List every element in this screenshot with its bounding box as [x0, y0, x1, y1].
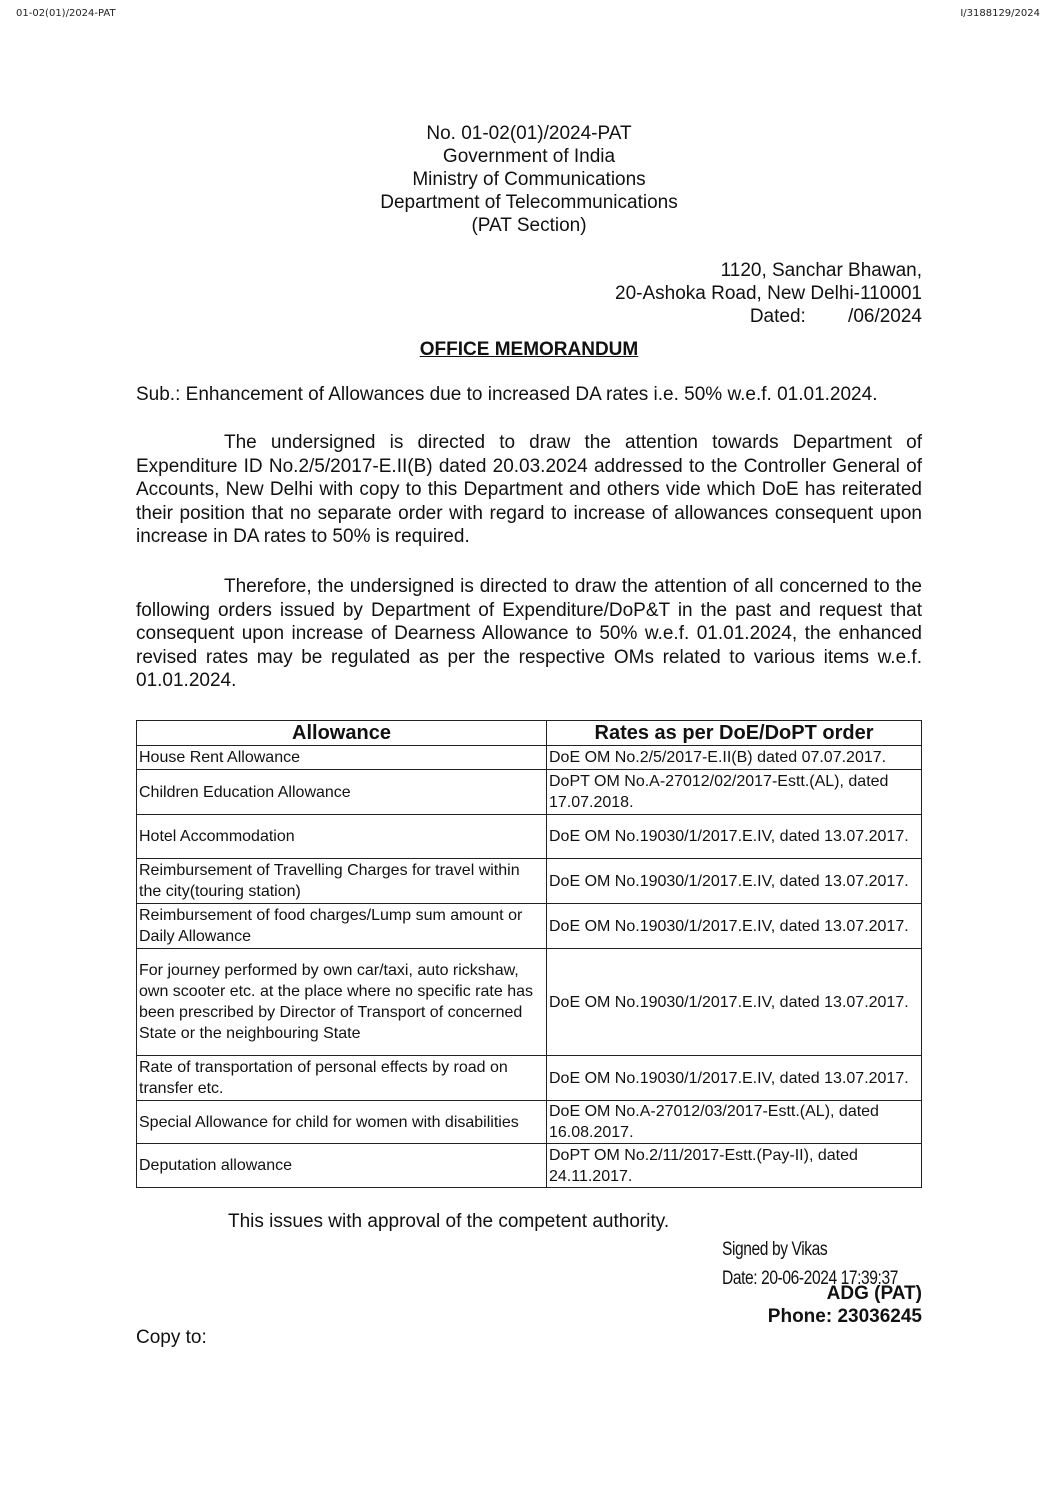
allowance-cell: House Rent Allowance — [137, 746, 547, 770]
department: Department of Telecommunications — [380, 192, 678, 213]
signed-by: Signed by Vikas — [722, 1239, 828, 1260]
dated-line: Dated: /06/2024 — [749, 306, 922, 327]
order-cell: DoPT OM No.A-27012/02/2017-Estt.(AL), dated 17.07.2018. — [547, 770, 922, 815]
order-cell: DoE OM No.2/5/2017-E.II(B) dated 07.07.2017. — [547, 746, 922, 770]
table-row — [137, 1056, 922, 1101]
allowance-cell: Special Allowance for child for women with disabilities — [137, 1101, 547, 1144]
allowance-cell: For journey performed by own car/taxi, auto rickshaw, own scooter etc. at the place where no specific rate has been prescribed by Director of Transport of concerned State or the neighbouring State — [137, 949, 547, 1056]
table-row — [137, 1101, 922, 1144]
column-header: Rates as per DoE/DoPT order — [547, 721, 922, 746]
page-title: OFFICE MEMORANDUM — [419, 339, 639, 360]
allowance-cell: Rate of transportation of personal effects by road on transfer etc. — [137, 1056, 547, 1101]
file-number-header: 01-02(01)/2024-PAT — [16, 8, 116, 19]
address-line: 1120, Sanchar Bhawan, — [720, 260, 922, 281]
table-row — [137, 746, 922, 770]
letterhead — [0, 122, 1058, 237]
allowance-cell: Reimbursement of food charges/Lump sum amount or Daily Allowance — [137, 904, 547, 949]
allowance-cell: Children Education Allowance — [137, 770, 547, 815]
order-cell: DoE OM No.19030/1/2017.E.IV, dated 13.07.2017. — [547, 904, 922, 949]
order-cell: DoE OM No.19030/1/2017.E.IV, dated 13.07.2017. — [547, 859, 922, 904]
om-number: No. 01-02(01)/2024-PAT — [426, 123, 632, 144]
section: (PAT Section) — [471, 215, 587, 236]
address-line: 20-Ashoka Road, New Delhi-110001 — [615, 283, 922, 304]
order-cell: DoPT OM No.2/11/2017-Estt.(Pay-II), dated 24.11.2017. — [547, 1144, 922, 1188]
table-row — [137, 904, 922, 949]
allowance-cell: Reimbursement of Travelling Charges for travel within the city(touring station) — [137, 859, 547, 904]
government: Government of India — [442, 146, 616, 167]
table-row — [137, 859, 922, 904]
order-cell: DoE OM No.19030/1/2017.E.IV, dated 13.07.2017. — [547, 949, 922, 1056]
column-header: Allowance — [137, 721, 547, 746]
approval-note: This issues with approval of the competent authority. — [228, 1211, 670, 1232]
paragraph-1: The undersigned is directed to draw the attention towards Department of Expenditure ID No.2/5/2017-E.II(B) dated 20.03.2024 addressed to the Controller General of Accounts, New Delhi with copy to this Department and others vide which DoE has reiterated their position that no separate order with regard to increase of allowances consequent upon increase in DA rates to 50% is required. — [136, 432, 922, 547]
allowance-cell: Deputation allowance — [137, 1144, 547, 1188]
table-header-row — [137, 721, 922, 746]
table-row — [137, 949, 922, 1056]
address-block — [615, 259, 922, 328]
ministry: Ministry of Communications — [412, 169, 646, 190]
allowance-table — [136, 720, 922, 1188]
order-cell: DoE OM No.19030/1/2017.E.IV, dated 13.07.2017. — [547, 1056, 922, 1101]
signature-date: Date: 20-06-2024 17:39:37 — [722, 1268, 898, 1289]
subject: Sub.: Enhancement of Allowances due to increased DA rates i.e. 50% w.e.f. 01.01.2024. — [136, 384, 878, 405]
receipt-number-header: I/3188129/2024 — [960, 8, 1040, 19]
copy-to: Copy to: — [136, 1327, 207, 1348]
order-cell: DoE OM No.A-27012/03/2017-Estt.(AL), dated 16.08.2017. — [547, 1101, 922, 1144]
table-row — [137, 1144, 922, 1188]
allowance-cell: Hotel Accommodation — [137, 815, 547, 859]
designation: ADG (PAT) — [826, 1283, 922, 1304]
paragraph-2: Therefore, the undersigned is directed to draw the attention of all concerned to the following orders issued by Department of Expenditure/DoP&T in the past and request that consequent upon increase of Dearness Allowance to 50% w.e.f. 01.01.2024, the enhanced revised rates may be regulated as per the respective OMs related to various items w.e.f. 01.01.2024. — [136, 576, 922, 691]
phone: Phone: 23036245 — [767, 1306, 922, 1327]
order-cell: DoE OM No.19030/1/2017.E.IV, dated 13.07.2017. — [547, 815, 922, 859]
table-row — [137, 815, 922, 859]
table-row — [137, 770, 922, 815]
